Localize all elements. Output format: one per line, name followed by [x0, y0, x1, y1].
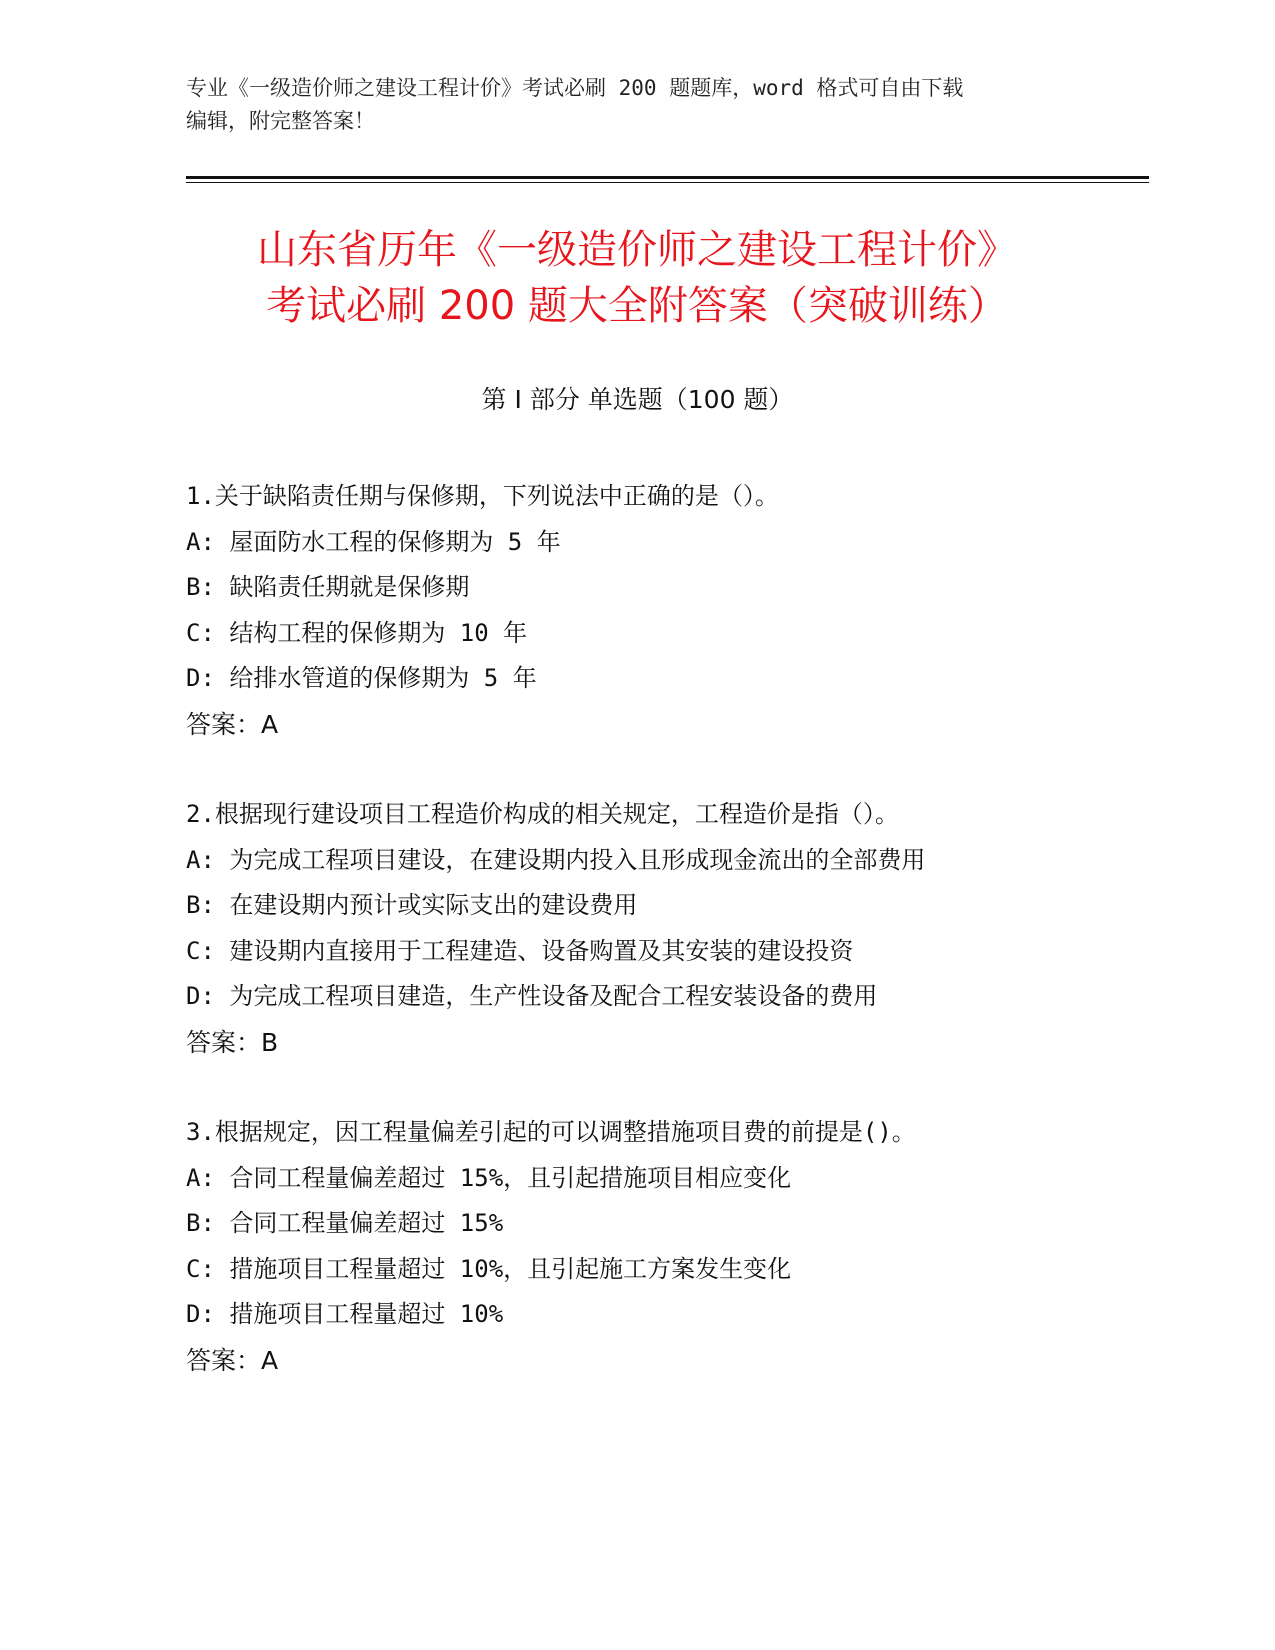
option-d: D: 为完成工程项目建造，生产性设备及配合工程安装设备的费用: [186, 982, 878, 1010]
answer: 答案：A: [186, 1345, 279, 1375]
question-list: [186, 474, 1146, 1428]
answer: 答案：B: [186, 1027, 279, 1057]
answer: 答案：A: [186, 709, 279, 739]
option-c: C: 建设期内直接用于工程建造、设备购置及其安装的建设投资: [186, 936, 854, 965]
question-2: [186, 792, 1146, 1065]
header-divider-thin: [186, 182, 1149, 183]
document-title-line-1: 山东省历年《一级造价师之建设工程计价》: [257, 227, 1017, 273]
question-stem: 2.根据现行建设项目工程造价构成的相关规定，工程造价是指（）。: [186, 800, 899, 828]
option-a: A: 屋面防水工程的保修期为 5 年: [186, 527, 561, 556]
document-title-line-2: 考试必刷 200 题大全附答案（突破训练）: [266, 283, 1008, 329]
question-stem: 1.关于缺陷责任期与保修期，下列说法中正确的是（）。: [186, 482, 779, 510]
option-b: B: 缺陷责任期就是保修期: [186, 573, 470, 601]
option-a: A: 为完成工程项目建设，在建设期内投入且形成现金流出的全部费用: [186, 845, 926, 874]
option-a: A: 合同工程量偏差超过 15%，且引起措施项目相应变化: [186, 1163, 792, 1192]
option-c: C: 结构工程的保修期为 10 年: [186, 618, 528, 647]
header-note: [186, 72, 1086, 138]
question-3: [186, 1110, 1146, 1383]
option-c: C: 措施项目工程量超过 10%，且引起施工方案发生变化: [186, 1254, 792, 1283]
header-note-line-1: 专业《一级造价师之建设工程计价》考试必刷 200 题题库，word 格式可自由下载: [186, 76, 964, 100]
option-d: D: 措施项目工程量超过 10%: [186, 1300, 504, 1328]
question-1: [186, 474, 1146, 747]
header-note-line-2: 编辑，附完整答案！: [186, 109, 375, 133]
header-divider-thick: [186, 176, 1149, 179]
option-d: D: 给排水管道的保修期为 5 年: [186, 664, 537, 692]
section-heading: 第 I 部分 单选题（100 题）: [481, 385, 794, 414]
option-b: B: 在建设期内预计或实际支出的建设费用: [186, 891, 638, 919]
document-title: [137, 222, 1137, 334]
question-stem: 3.根据规定，因工程量偏差引起的可以调整措施项目费的前提是()。: [186, 1118, 916, 1146]
option-b: B: 合同工程量偏差超过 15%: [186, 1209, 504, 1237]
